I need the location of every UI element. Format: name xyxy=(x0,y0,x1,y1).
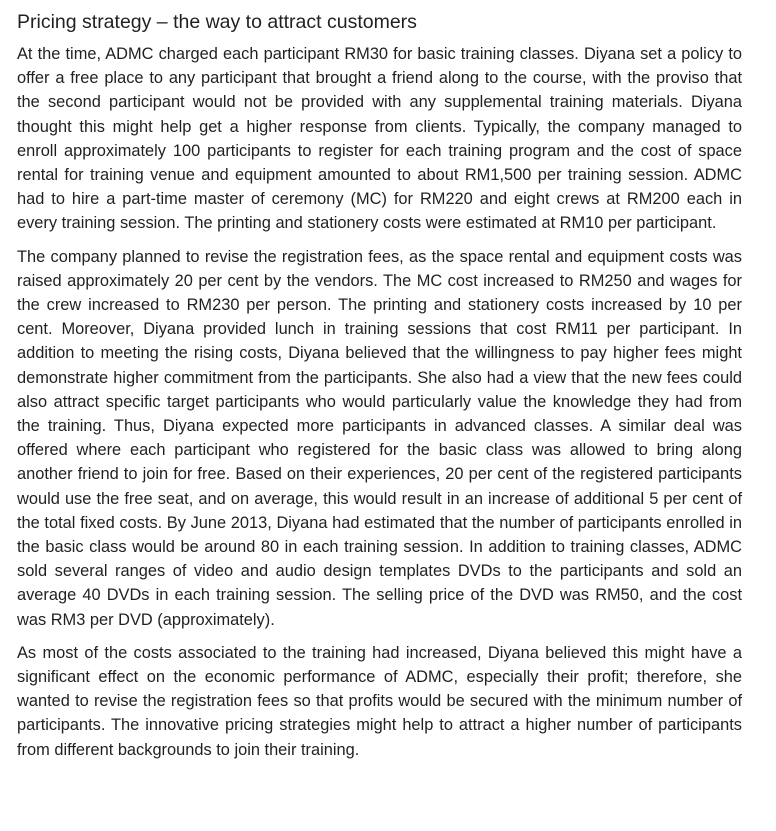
paragraph-1: At the time, ADMC charged each participant RM30 for basic training classes. Diyana set a policy to offer a free place to any participant that brought a friend along to the course, with the proviso that the second participant would not be provided with any supplemental training materials. Diyana thought this might help get a higher response from clients. Typically, the company managed to enroll approximately 100 participants to register for each training program and the cost of space rental for training venue and equipment amounted to about RM1,500 per training session. ADMC had to hire a part-time master of ceremony (MC) for RM220 and eight crews at RM200 each in every training session. The printing and stationery costs were estimated at RM10 per participant. xyxy=(17,45,742,233)
paragraph-2: The company planned to revise the registration fees, as the space rental and equipment costs was raised approximately 20 per cent by the vendors. The MC cost increased to RM250 and wages for the crew increased to RM230 per person. The printing and stationery costs increased by 10 per cent. Moreover, Diyana provided lunch in training sessions that cost RM11 per participant. In addition to meeting the rising costs, Diyana believed that the willingness to pay higher fees might demonstrate higher commitment from the participants. She also had a view that the new fees could also attract specific target participants who would particularly value the knowledge they had from the training. Thus, Diyana expected more participants in advanced classes. A similar deal was offered where each participant who registered for the basic class was allowed to bring along another friend to join for free. Based on their experiences, 20 per cent of the registered participants would use the free seat, and on average, this would result in an increase of additional 5 per cent of the total fixed costs. By June 2013, Diyana had estimated that the number of participants enrolled in the basic class would be around 80 in each training session. In addition to training classes, ADMC sold several ranges of video and audio design templates DVDs to the participants and sold an average 40 DVDs in each training session. The selling price of the DVD was RM50, and the cost was RM3 per DVD (approximately). xyxy=(17,247,742,629)
document-page xyxy=(17,8,742,771)
paragraph-3: As most of the costs associated to the training had increased, Diyana believed this might have a significant effect on the economic performance of ADMC, especially their profit; therefore, she wanted to revise the registration fees so that profits would be secured with the minimum number of participants. The innovative pricing strategies might help to attract a higher number of participants from different backgrounds to join their training. xyxy=(17,643,742,759)
section-heading: Pricing strategy – the way to attract customers xyxy=(17,11,417,33)
